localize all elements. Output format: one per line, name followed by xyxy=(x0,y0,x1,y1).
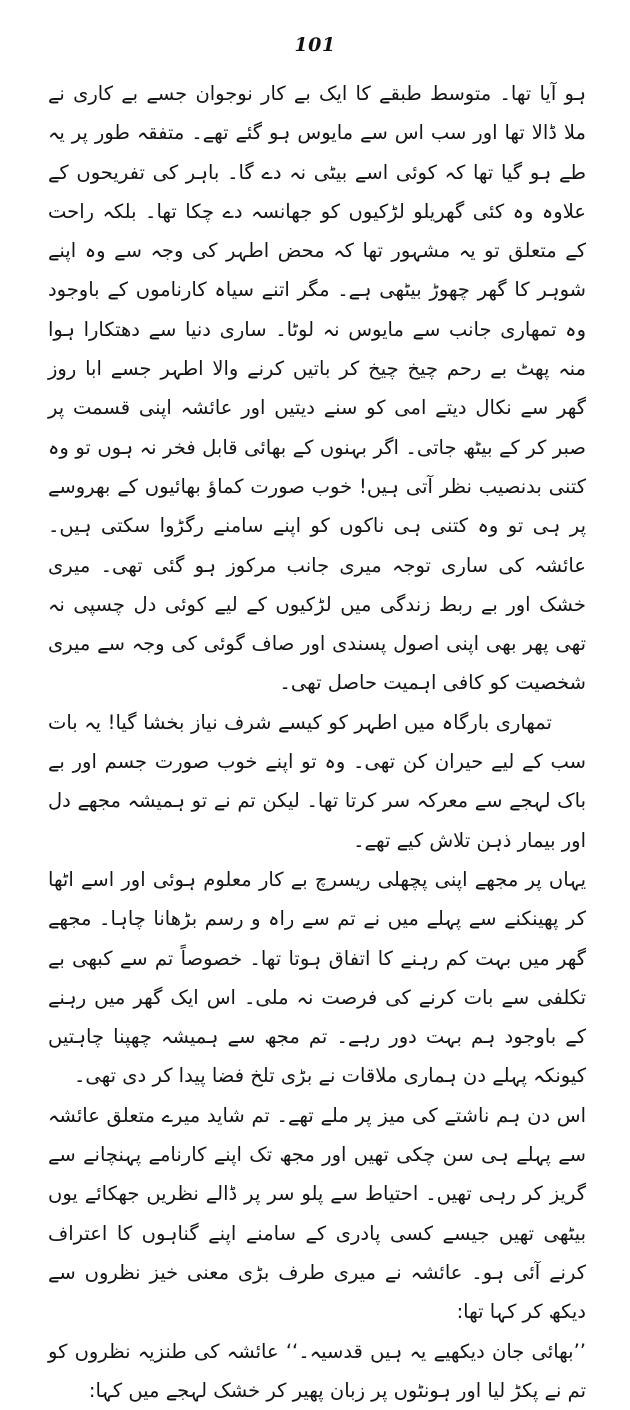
paragraph-5: ’’بھائی جان دیکھیے یہ ہیں قدسیہ۔‘‘ عائشہ کی طنزیہ نظروں کو تم نے پکڑ لیا اور ہونٹوں پر زبان پھیر کر خشک لہجے میں کہا: xyxy=(48,1332,586,1410)
paragraph-3: یہاں پر مجھے اپنی پچھلی ریسرچ بے کار معلوم ہوئی اور اسے اٹھا کر پھینکنے سے پہلے میں نے تم سے راہ و رسم بڑھانا چاہا۔ مجھے گھر میں بہت کم رہنے کا اتفاق ہوتا تھا۔ خصوصاً تم سے کبھی بے تکلفی سے بات کرنے کی فرصت نہ ملی۔ اس ایک گھر میں رہنے کے باوجود ہم بہت دور رہے۔ تم مجھ سے ہمیشہ چھپنا چاہتیں کیونکہ پہلے دن ہماری ملاقات نے بڑی تلخ فضا پیدا کر دی تھی۔ xyxy=(48,860,586,1096)
paragraph-4: اس دن ہم ناشتے کی میز پر ملے تھے۔ تم شاید میرے متعلق عائشہ سے پہلے ہی سن چکی تھیں اور مجھ تک اپنے کارنامے پہنچانے سے گریز کر رہی تھیں۔ احتیاط سے پلو سر پر ڈالے نظریں جھکائے یوں بیٹھی تھیں جیسے کسی پادری کے سامنے اپنے گناہوں کا اعتراف کرنے آئی ہو۔ عائشہ نے میری طرف بڑی معنی خیز نظروں سے دیکھ کر کہا تھا: xyxy=(48,1096,586,1332)
page-number: 101 xyxy=(0,34,630,56)
paragraph-1: ہو آیا تھا۔ متوسط طبقے کا ایک بے کار نوجوان جسے بے کاری نے ملا ڈالا تھا اور سب اس سے مایوس ہو گئے تھے۔ متفقہ طور پر یہ طے ہو گیا تھا کہ کوئی اسے بیٹی نہ دے گا۔ باہر کی تفریحوں کے علاوہ وہ کئی گھریلو لڑکیوں کو جھانسہ دے چکا تھا۔ بلکہ راحت کے متعلق تو یہ مشہور تھا کہ محض اطہر کی وجہ سے وہ اپنے شوہر کا گھر چھوڑ بیٹھی ہے۔ مگر اتنے سیاہ کارناموں کے باوجود وہ تمھاری جانب سے مایوس نہ لوٹا۔ ساری دنیا سے دھتکارا ہوا منہ پھٹ بے رحم چیخ چیخ کر باتیں کرنے والا اطہر جسے ابا روز گھر سے نکال دیتے امی کو سنے دیتیں اور عائشہ اپنی قسمت پر صبر کر کے بیٹھ جاتی۔ اگر بہنوں کے بھائی قابل فخر نہ ہوں تو وہ کتنی بدنصیب نظر آتی ہیں! خوب صورت کماؤ بھائیوں کے بھروسے پر ہی تو وہ کتنی ہی ناکوں کو اپنے سامنے رگڑوا سکتی ہیں۔ عائشہ کی ساری توجہ میری جانب مرکوز ہو گئی تھی۔ میری خشک اور بے ربط زندگی میں لڑکیوں کے لیے کوئی دل چسپی نہ تھی پھر بھی اپنی اصول پسندی اور صاف گوئی کی وجہ سے میری شخصیت کو کافی اہمیت حاصل تھی۔ xyxy=(48,74,586,703)
paragraph-2: تمھاری بارگاہ میں اطہر کو کیسے شرف نیاز بخشا گیا! یہ بات سب کے لیے حیران کن تھی۔ وہ تو اپنے خوب صورت جسم اور بے باک لہجے سے معرکہ سر کرتا تھا۔ لیکن تم نے تو ہمیشہ مجھے دل اور بیمار ذہن تلاش کیے تھے۔ xyxy=(48,703,586,860)
page-body xyxy=(48,74,586,1410)
